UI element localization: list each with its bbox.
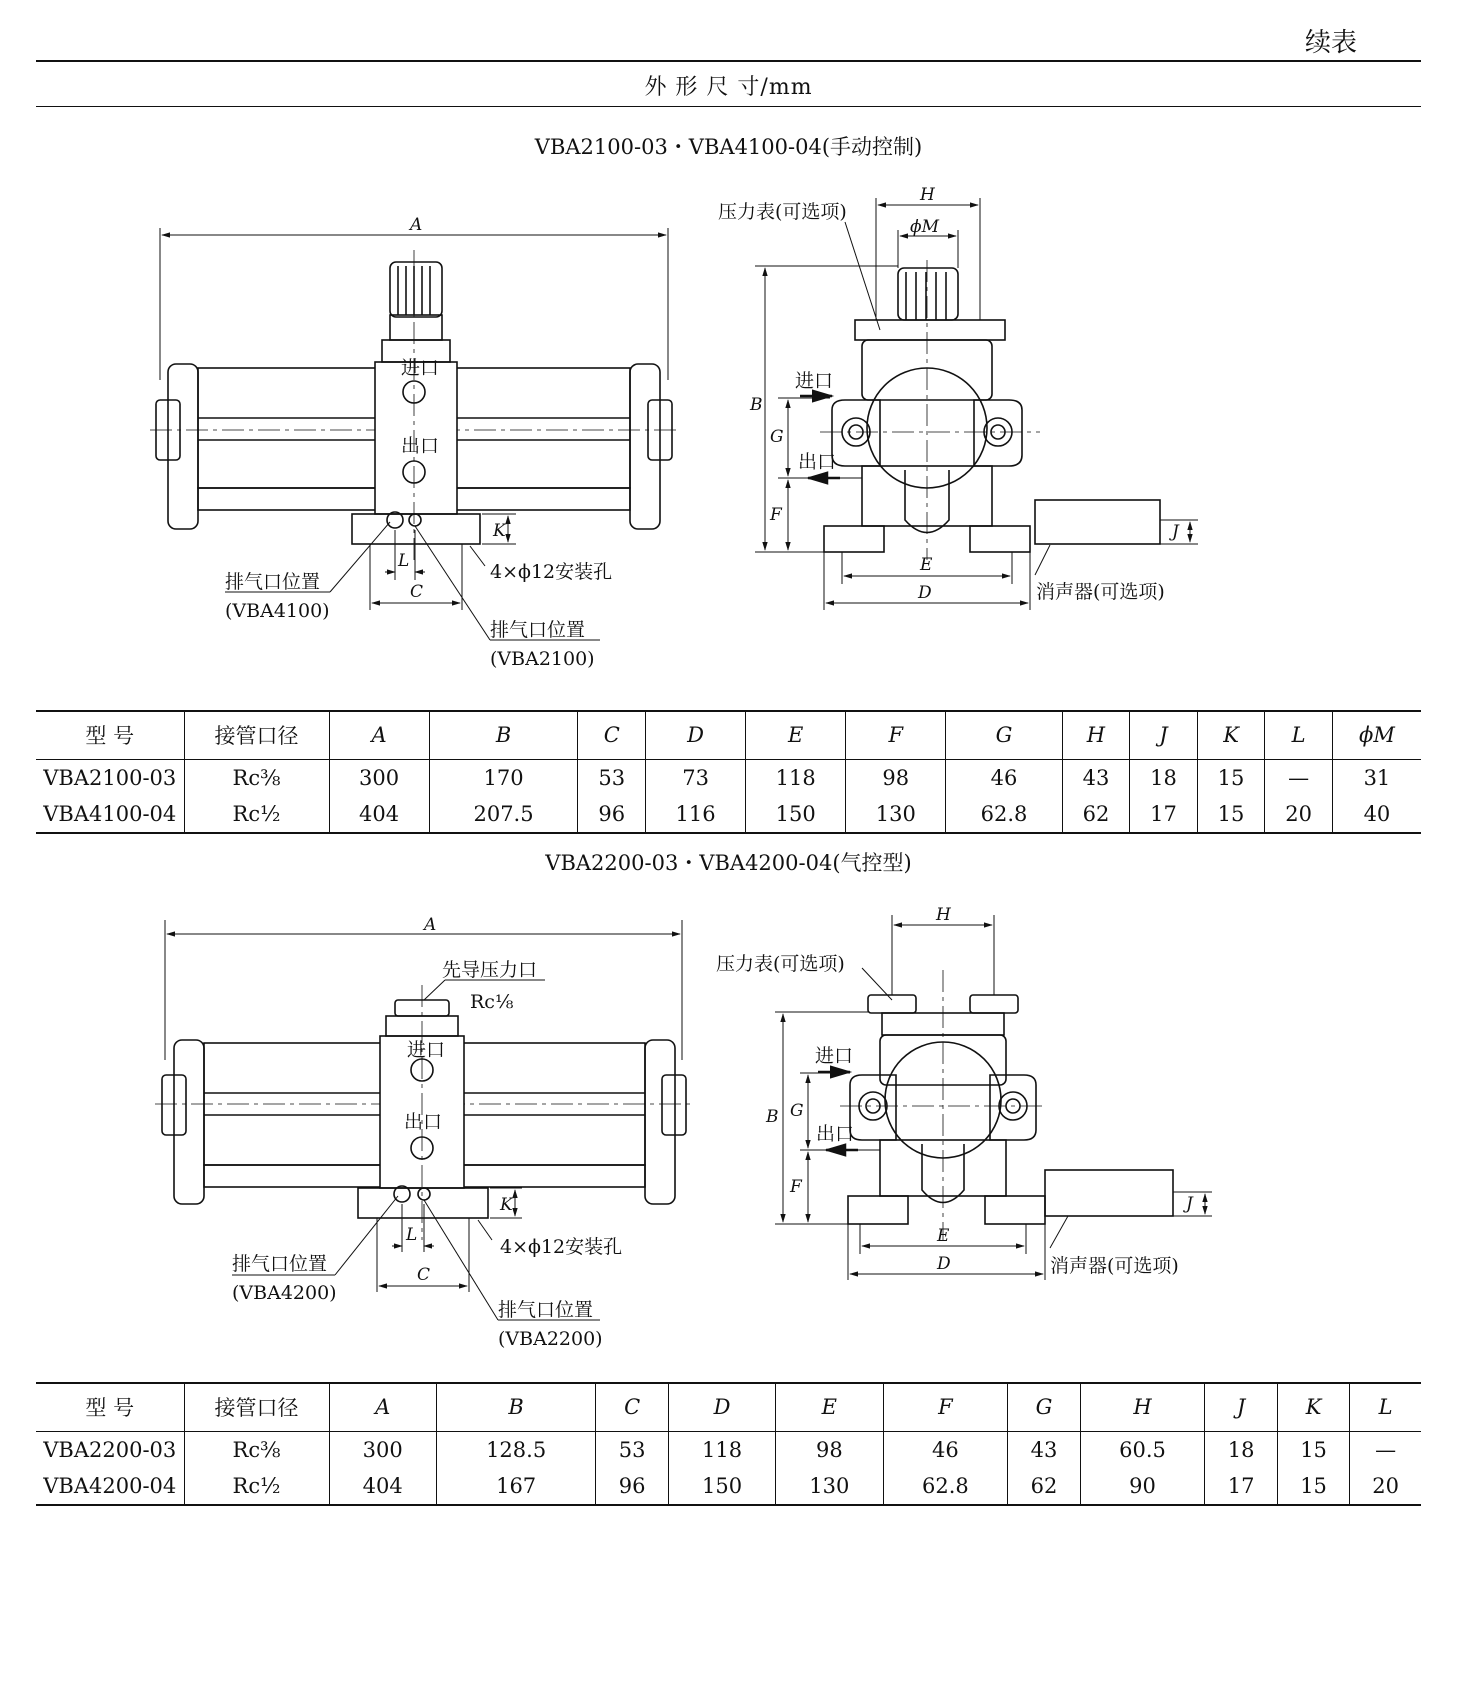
mount-holes-label: 4×ϕ12安装孔 (490, 561, 613, 583)
cell: Rc½ (184, 796, 329, 833)
dim-e-label: E (920, 555, 933, 575)
col-g: G (1008, 1383, 1080, 1431)
dim-f-label: F (770, 505, 782, 525)
cell: — (1350, 1431, 1421, 1468)
cell: Rc⅜ (184, 759, 329, 796)
cell: 53 (596, 1431, 668, 1468)
pressure-gauge-label-2: 压力表(可选项) (716, 953, 845, 975)
table-header-row (36, 1383, 1421, 1431)
cell: VBA4200-04 (43, 1474, 177, 1498)
inlet-label-side-2: 进口 (815, 1045, 854, 1067)
dim-h-label: H (920, 185, 935, 205)
cell: 118 (746, 759, 846, 796)
mount-holes-label-2: 4×ϕ12安装孔 (500, 1236, 623, 1258)
muffler-label-2: 消声器(可选项) (1050, 1255, 1179, 1277)
dim-h-label-2: H (936, 905, 951, 925)
drawing-manual-control (0, 0, 1457, 700)
col-h: H (1080, 1383, 1205, 1431)
exhaust-a-label-2: 排气口位置 (232, 1253, 328, 1275)
col-f: F (846, 711, 946, 759)
section-title-pilot: VBA2200-03・VBA4200-04(气控型) (545, 851, 912, 875)
col-l: L (1265, 711, 1333, 759)
cell: 207.5 (429, 796, 578, 833)
dim-l-label-2: L (406, 1225, 418, 1245)
outlet-label-side: 出口 (798, 451, 837, 473)
cell: 20 (1265, 796, 1333, 833)
cell: Rc⅜ (184, 1431, 329, 1468)
cell: — (1265, 759, 1333, 796)
cell: 170 (429, 759, 578, 796)
cell: 90 (1080, 1468, 1205, 1505)
cell: 130 (776, 1468, 883, 1505)
col-j: J (1130, 711, 1198, 759)
cell: 73 (646, 759, 746, 796)
cell: 15 (1277, 1468, 1349, 1505)
cell: 46 (946, 759, 1062, 796)
cell: 62.8 (946, 796, 1062, 833)
col-j: J (1205, 1383, 1277, 1431)
cell: VBA2200-03 (43, 1437, 177, 1462)
outlet-label-front: 出口 (401, 435, 440, 457)
table-row (36, 1431, 1421, 1468)
cell: 15 (1277, 1431, 1349, 1468)
dim-l-label: L (398, 551, 410, 571)
dim-a-label: A (410, 215, 423, 235)
col-b: B (436, 1383, 596, 1431)
table-header-row (36, 711, 1421, 759)
cell: 404 (329, 796, 429, 833)
col-b: B (429, 711, 578, 759)
dim-e-label-2: E (937, 1226, 950, 1246)
dim-g-label: G (770, 427, 784, 447)
cell: 404 (329, 1468, 436, 1505)
exhaust-b-model: (VBA2100) (490, 648, 595, 670)
col-g: G (946, 711, 1062, 759)
cell: 98 (846, 759, 946, 796)
col-d: D (668, 1383, 775, 1431)
dim-d-label-2: D (937, 1254, 951, 1274)
cell: 17 (1205, 1468, 1277, 1505)
cell: 62 (1008, 1468, 1080, 1505)
dim-c-label: C (410, 582, 424, 602)
cell: 31 (1332, 759, 1421, 796)
cell: VBA4100-04 (43, 802, 177, 826)
cell: 150 (668, 1468, 775, 1505)
dim-b-label-2: B (766, 1107, 779, 1127)
cell: 20 (1350, 1468, 1421, 1505)
continued-label: 续表 (1304, 28, 1357, 58)
cell: 118 (668, 1431, 775, 1468)
pilot-port-size: Rc⅛ (470, 991, 514, 1013)
exhaust-b-label: 排气口位置 (490, 619, 586, 641)
dim-d-label: D (918, 583, 932, 603)
cell: 167 (436, 1468, 596, 1505)
dim-j-label-2: J (1186, 1194, 1193, 1214)
col-port-size: 接管口径 (184, 711, 329, 759)
table-row (36, 1468, 1421, 1505)
cell: 60.5 (1080, 1431, 1205, 1468)
col-d: D (646, 711, 746, 759)
col-c: C (596, 1383, 668, 1431)
cell: 43 (1062, 759, 1130, 796)
cell: 18 (1205, 1431, 1277, 1468)
col-f: F (883, 1383, 1008, 1431)
cell: 46 (883, 1431, 1008, 1468)
muffler-label: 消声器(可选项) (1036, 581, 1165, 603)
col-l: L (1350, 1383, 1421, 1431)
exhaust-b-model-2: (VBA2200) (498, 1328, 603, 1350)
cell: VBA2100-03 (43, 765, 177, 790)
section-title-manual: VBA2100-03・VBA4100-04(手动控制) (534, 135, 923, 159)
dim-k-label: K (493, 521, 506, 541)
cell: 130 (846, 796, 946, 833)
dimensions-title: 外 形 尺 寸/mm (644, 75, 813, 100)
cell: 96 (578, 796, 646, 833)
cell: 62.8 (883, 1468, 1008, 1505)
cell: 128.5 (436, 1431, 596, 1468)
cell: 98 (776, 1431, 883, 1468)
cell: 40 (1332, 796, 1421, 833)
drawing-pilot-control (0, 880, 1457, 1380)
col-h: H (1062, 711, 1130, 759)
cell: 17 (1130, 796, 1198, 833)
cell: 62 (1062, 796, 1130, 833)
cell: 43 (1008, 1431, 1080, 1468)
cell: Rc½ (184, 1468, 329, 1505)
cell: 96 (596, 1468, 668, 1505)
inlet-label-front-2: 进口 (407, 1039, 446, 1061)
col-port-size: 接管口径 (184, 1383, 329, 1431)
col-model: 型 号 (36, 711, 184, 759)
dim-g-label-2: G (790, 1101, 804, 1121)
spec-table-pilot (36, 1382, 1421, 1506)
inlet-label-front: 进口 (401, 357, 440, 379)
inlet-label-side: 进口 (795, 370, 834, 392)
outlet-label-side-2: 出口 (816, 1123, 855, 1145)
pilot-port-label: 先导压力口 (442, 959, 538, 981)
cell: 116 (646, 796, 746, 833)
cell: 15 (1197, 796, 1265, 833)
col-k: K (1277, 1383, 1349, 1431)
cell: 15 (1197, 759, 1265, 796)
cell: 300 (329, 1431, 436, 1468)
col-e: E (746, 711, 846, 759)
outlet-label-front-2: 出口 (404, 1111, 443, 1133)
cell: 150 (746, 796, 846, 833)
exhaust-a-label: 排气口位置 (225, 571, 321, 593)
dim-m-label: ϕM (910, 217, 939, 237)
dim-c-label-2: C (417, 1265, 431, 1285)
col-c: C (578, 711, 646, 759)
col-e: E (776, 1383, 883, 1431)
dim-f-label-2: F (790, 1177, 802, 1197)
col-a: A (329, 1383, 436, 1431)
cell: 53 (578, 759, 646, 796)
cell: 18 (1130, 759, 1198, 796)
exhaust-a-model: (VBA4100) (225, 600, 330, 622)
table-row (36, 759, 1421, 796)
exhaust-b-label-2: 排气口位置 (498, 1299, 594, 1321)
col-m: ϕM (1332, 711, 1421, 759)
pressure-gauge-label: 压力表(可选项) (718, 201, 847, 223)
exhaust-a-model-2: (VBA4200) (232, 1282, 337, 1304)
dim-j-label: J (1172, 522, 1179, 542)
dim-b-label: B (750, 395, 763, 415)
dim-k-label-2: K (500, 1195, 513, 1215)
cell: 300 (329, 759, 429, 796)
col-k: K (1197, 711, 1265, 759)
col-model: 型 号 (36, 1383, 184, 1431)
table-row (36, 796, 1421, 833)
dim-a-label-2: A (424, 915, 437, 935)
spec-table-manual (36, 710, 1421, 834)
col-a: A (329, 711, 429, 759)
